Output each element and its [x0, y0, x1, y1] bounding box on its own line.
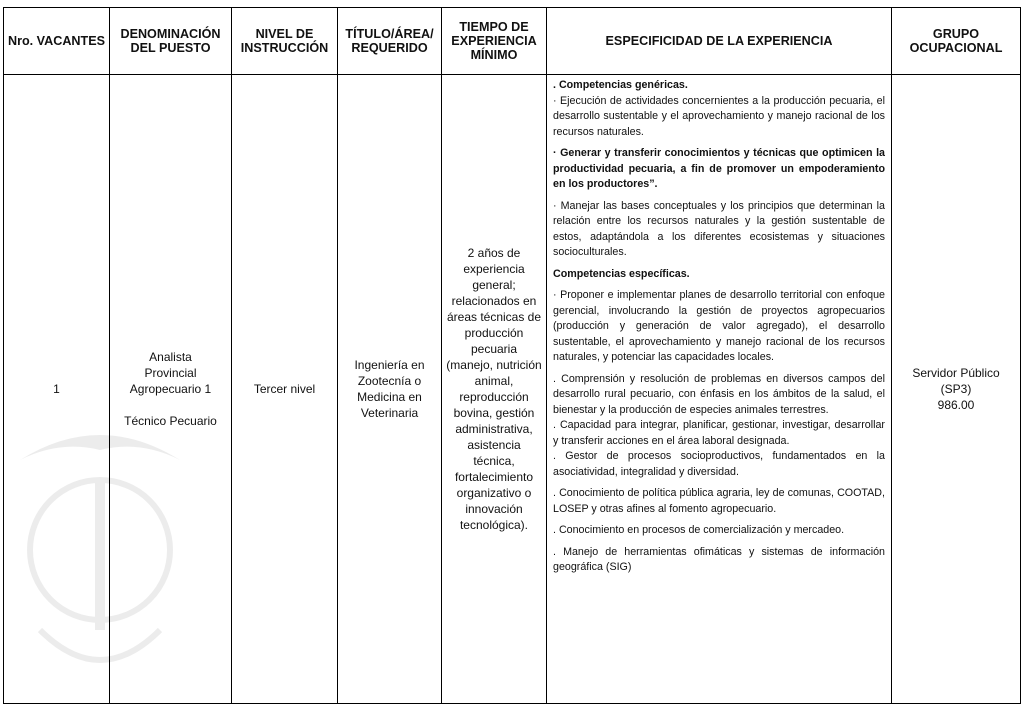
header-tiempo: TIEMPO DE EXPERIENCIA MÍNIMO [442, 8, 547, 75]
cell-tiempo: 2 años de experiencia general; relacionados en áreas técnicas de producción pecuaria (manejo, nutrición animal, reproducción bovina, gestión administrativa, asistencia técnica, fortalecimiento organizativo o innovación tecnológica). [442, 75, 547, 704]
spec-heading: . Competencias genéricas. [553, 79, 688, 91]
spec-paragraph: . Conocimiento en procesos de comercialización y mercadeo. [553, 524, 845, 536]
spec-paragraph: . Conocimiento de política pública agraria, ley de comunas, COOTAD, LOSEP y otras afines al fomento agropecuario. [553, 487, 885, 515]
header-especificidad: ESPECIFICIDAD DE LA EXPERIENCIA [547, 8, 892, 75]
header-vacantes: Nro. VACANTES [4, 8, 110, 75]
spec-paragraph: . Manejo de herramientas ofimáticas y sistemas de información geográfica (SIG) [553, 545, 885, 573]
grupo-line: 986.00 [937, 398, 975, 412]
header-nivel: NIVEL DE INSTRUCCIÓN [232, 8, 338, 75]
vacancy-table [3, 7, 1021, 704]
cell-titulo: Ingeniería en Zootecnía o Medicina en Veterinaria [338, 75, 442, 704]
cell-especificidad [547, 75, 892, 704]
spec-paragraph: · Ejecución de actividades concernientes a la producción pecuaria, el desarrollo sustentable y el aprovechamiento y manejo racional de los recursos naturales. [553, 94, 885, 138]
denominacion-line: Provincial [144, 366, 197, 380]
header-denominacion: DENOMINACIÓN DEL PUESTO [110, 8, 232, 75]
header-row [4, 8, 1021, 75]
grupo-line: Servidor Público [912, 366, 1000, 380]
cell-vacantes: 1 [4, 75, 110, 704]
spec-paragraph: · Proponer e implementar planes de desarrollo territorial con enfoque gerencial, involucrando la gestión de proyectos agropecuarios (producción y generación de valor agregado), el desarrollo sustentable, el aprovechamiento y manejo racional de los recursos naturales, y potenciar las capacidades locales. [553, 289, 885, 363]
cell-denominacion [110, 75, 232, 704]
spec-paragraph: . Comprensión y resolución de problemas en diversos campos del desarrollo rural pecuario, con énfasis en los ámbitos de la salud, el bienestar y la producción de especies animales terrestres. [553, 372, 885, 416]
table-row [4, 75, 1021, 704]
spec-paragraph: . Capacidad para integrar, planificar, gestionar, investigar, desarrollar y transferir acciones en el área laboral designada. [553, 419, 885, 447]
spec-paragraph: · Generar y transferir conocimientos y técnicas que optimicen la productividad pecuaria, a fin de promover un empoderamiento en los productores”. [553, 147, 885, 190]
spec-paragraph: · Manejar las bases conceptuales y los principios que determinan la relación entre los recursos naturales y la gestión sustentable de estos, adaptándola a los diferentes ecosistemas y situaciones socioculturales. [553, 199, 885, 258]
denominacion-line: Analista [149, 350, 192, 364]
denominacion-line: Agropecuario 1 [129, 382, 212, 396]
spec-paragraph: . Gestor de procesos socioproductivos, fundamentados en la asociatividad, integralidad y diversidad. [553, 450, 885, 478]
header-grupo: GRUPO OCUPACIONAL [892, 8, 1021, 75]
cell-grupo [892, 75, 1021, 704]
grupo-line: (SP3) [940, 382, 972, 396]
denominacion-line: Técnico Pecuario [124, 414, 217, 428]
cell-nivel: Tercer nivel [232, 75, 338, 704]
header-titulo: TÍTULO/ÁREA/ REQUERIDO [338, 8, 442, 75]
spec-heading: Competencias específicas. [553, 267, 690, 280]
